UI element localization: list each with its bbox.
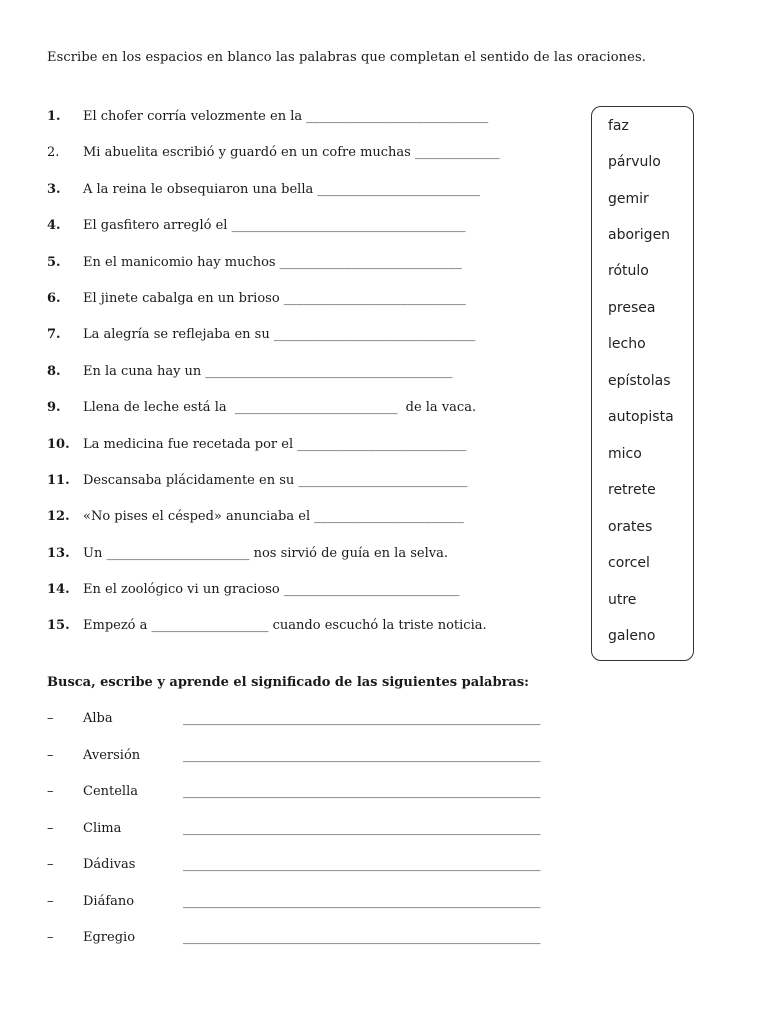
sentence-item (47, 473, 587, 509)
word-bank-item: epístolas (608, 373, 671, 389)
sentence-item (47, 145, 587, 181)
meaning-item (47, 930, 587, 967)
word-bank-item: orates (608, 519, 653, 535)
sentence-text: Descansaba plácidamente en su __________________________ (83, 472, 468, 488)
sentence-item (47, 364, 587, 400)
answer-blank: _______________________________________________________ (183, 893, 541, 909)
sentence-number: 10. (47, 436, 70, 452)
sentence-item (47, 182, 587, 218)
sentence-number: 14. (47, 582, 70, 598)
meaning-item (47, 821, 587, 858)
sentence-text: «No pises el césped» anunciaba el _______________________ (83, 509, 464, 525)
sentence-item (47, 291, 587, 327)
answer-blank: _______________________________________________________ (183, 747, 541, 763)
sentence-number: 2. (47, 145, 60, 161)
list-dash: – (47, 820, 54, 836)
sentence-text: En el manicomio hay muchos ____________________________ (83, 254, 462, 270)
sentence-number: 15. (47, 618, 70, 634)
sentence-text: En la cuna hay un ______________________________________ (83, 363, 453, 379)
meaning-term: Aversión (83, 747, 141, 763)
answer-blank: _______________________________________________________ (183, 711, 541, 726)
sentence-text: Mi abuelita escribió y guardó en un cofre muchas _____________ (83, 145, 500, 161)
word-bank-item: aborigen (608, 227, 671, 243)
word-bank-item: autopista (608, 409, 674, 425)
word-bank-item: rótulo (608, 263, 649, 279)
list-dash: – (47, 711, 54, 726)
sentence-text: En el zoológico vi un gracioso ___________________________ (83, 582, 460, 598)
sentence-item (47, 400, 587, 436)
word-bank-item: retrete (608, 482, 656, 498)
answer-blank: _______________________________________________________ (183, 784, 541, 799)
meaning-item (47, 894, 587, 931)
meaning-item (47, 784, 587, 821)
sentence-item (47, 546, 587, 582)
answer-blank: _______________________________________________________ (183, 930, 541, 945)
sentence-text: El gasfitero arregló el ____________________________________ (83, 218, 466, 234)
sentence-text: El jinete cabalga en un brioso ____________________________ (83, 290, 466, 306)
sentence-item (47, 582, 587, 618)
meaning-list (47, 711, 587, 967)
meaning-term: Centella (83, 784, 138, 799)
list-dash: – (47, 857, 54, 872)
section-title: Busca, escribe y aprende el significado de las siguientes palabras: (47, 675, 529, 690)
list-dash: – (47, 930, 54, 945)
meaning-term: Alba (83, 711, 113, 726)
sentence-number: 9. (47, 400, 61, 416)
instructions: Escribe en los espacios en blanco las palabras que completan el sentido de las oraciones. (47, 50, 646, 65)
sentence-number: 4. (47, 218, 61, 234)
word-bank-item: párvulo (608, 154, 661, 170)
word-bank-item: utre (608, 592, 637, 608)
meaning-item (47, 711, 587, 748)
sentence-item (47, 327, 587, 363)
sentence-number: 5. (47, 254, 61, 270)
answer-blank: _______________________________________________________ (183, 820, 541, 836)
sentence-text: Un ______________________ nos sirvió de guía en la selva. (83, 545, 448, 561)
sentence-list (47, 109, 587, 655)
meaning-item (47, 857, 587, 894)
sentence-number: 6. (47, 290, 61, 306)
sentence-item (47, 437, 587, 473)
word-bank-item: galeno (608, 628, 656, 644)
word-bank-item: lecho (608, 336, 646, 352)
sentence-number: 8. (47, 363, 61, 379)
word-bank (591, 106, 694, 661)
sentence-text: A la reina le obsequiaron una bella _________________________ (83, 181, 480, 197)
word-bank-item: gemir (608, 191, 649, 207)
meaning-term: Clima (83, 820, 122, 836)
sentence-item (47, 255, 587, 291)
sentence-number: 12. (47, 509, 70, 525)
sentence-number: 1. (47, 109, 61, 124)
sentence-number: 3. (47, 181, 61, 197)
list-dash: – (47, 784, 54, 799)
sentence-text: El chofer corría velozmente en la ____________________________ (83, 109, 489, 124)
word-bank-item: faz (608, 118, 629, 134)
sentence-text: La alegría se reflejaba en su _______________________________ (83, 327, 476, 343)
sentence-number: 7. (47, 327, 61, 343)
sentence-item (47, 618, 587, 654)
sentence-item (47, 509, 587, 545)
answer-blank: _______________________________________________________ (183, 857, 541, 872)
meaning-term: Diáfano (83, 893, 135, 909)
sentence-text: La medicina fue recetada por el __________________________ (83, 436, 467, 452)
sentence-number: 13. (47, 545, 70, 561)
sentence-text: Llena de leche está la _________________________ de la vaca. (83, 400, 477, 416)
word-bank-item: presea (608, 300, 656, 316)
list-dash: – (47, 747, 54, 763)
word-bank-item: mico (608, 446, 642, 462)
word-bank-item: corcel (608, 555, 650, 571)
list-dash: – (47, 893, 54, 909)
meaning-term: Egregio (83, 930, 136, 945)
sentence-number: 11. (47, 472, 70, 488)
sentence-item (47, 218, 587, 254)
meaning-term: Dádivas (83, 857, 136, 872)
meaning-item (47, 748, 587, 785)
sentence-text: Empezó a __________________ cuando escuchó la triste noticia. (83, 618, 487, 634)
sentence-item (47, 109, 587, 145)
